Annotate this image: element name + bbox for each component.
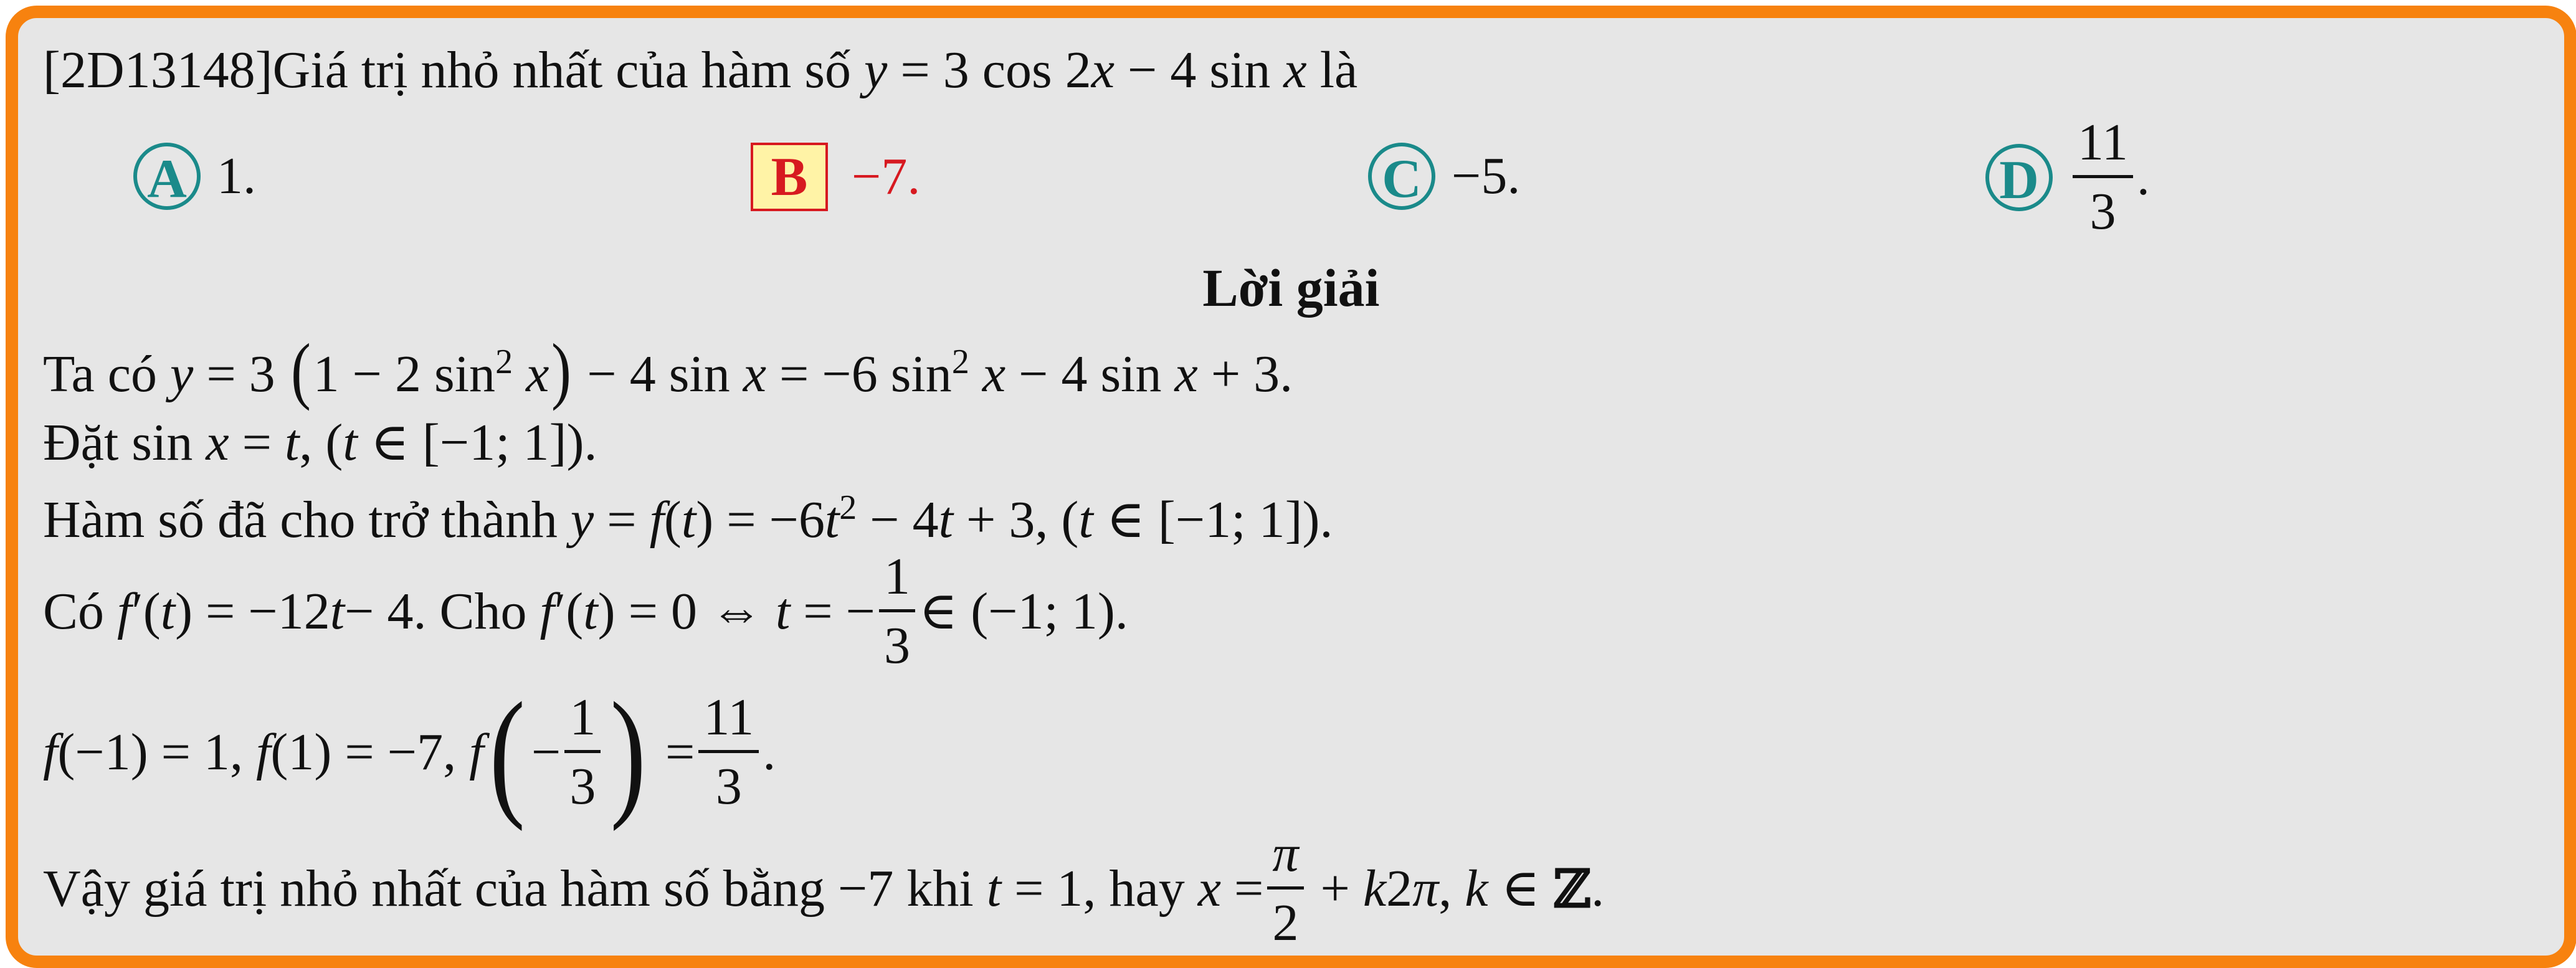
question-content xyxy=(43,18,2539,956)
choice-d-suffix: . xyxy=(2136,148,2150,206)
line1-prefix: Ta có xyxy=(43,345,158,403)
line5-tail: . xyxy=(763,723,776,781)
line6-middle: hay xyxy=(1109,859,1185,918)
question-suffix: là xyxy=(1319,41,1358,99)
solution-line-4: Có f ′( t ) = −12 t − 4. Cho f ′( t ) = 0 ⇔ t = − $\frac{1}{3}$ ∈ (−1; 1). xyxy=(43,548,1128,675)
line6-fraction xyxy=(1267,825,1303,952)
line5-result-fraction xyxy=(698,688,759,815)
choice-a[interactable] xyxy=(133,143,256,210)
choice-b-value: −7. xyxy=(852,148,921,206)
solution-line-5: f (−1) = 1, f (1) = −7, f ( − $\frac{1}{3}$ ) = $\frac{11}{3}$ . xyxy=(43,673,776,832)
question-text: [2D13148]Giá trị nhỏ nhất của hàm số y = 3 cos 2x − 4 sin x là xyxy=(43,41,1358,99)
line4-frac-den: 3 xyxy=(884,617,911,675)
choice-d-fraction xyxy=(2073,113,2133,240)
line5-inner-fraction xyxy=(564,688,601,815)
line6-frac-den: 2 xyxy=(1272,894,1299,952)
choice-c-badge: C xyxy=(1368,143,1435,210)
question-card xyxy=(6,6,2576,968)
line4-tail: ∈ (−1; 1). xyxy=(919,582,1128,640)
choice-d-numerator: 11 xyxy=(2073,116,2133,178)
solution-title: Lời giải xyxy=(1202,258,1380,318)
question-function: y xyxy=(864,41,888,99)
choice-d-badge: D xyxy=(1985,144,2053,211)
choice-b-badge: B xyxy=(751,143,828,211)
choice-a-value: 1. xyxy=(217,147,256,205)
line5-inner-num: 1 xyxy=(564,691,601,753)
line6-frac-num: π xyxy=(1267,828,1303,890)
line5-result-num: 11 xyxy=(698,691,759,753)
line4-frac-num: 1 xyxy=(879,551,915,612)
line2-prefix: Đặt xyxy=(43,414,119,472)
choice-a-badge: A xyxy=(133,143,201,210)
line5-inner-den: 3 xyxy=(569,757,596,815)
line3-prefix: Hàm số đã cho trở thành xyxy=(43,491,558,549)
line4-prefix: Có xyxy=(43,582,105,640)
solution-line-1: Ta có y = 3 (1 − 2 $\sin^2 x) - 4$ sin x = −6 $\sin^2 x - 4$ sin x + 3. xyxy=(43,328,1293,411)
choice-c-value: −5. xyxy=(1452,147,1521,205)
solution-line-2: Đặt sin x = t, (t ∈ [−1; 1]). xyxy=(43,414,597,472)
choice-d-denominator: 3 xyxy=(2089,183,2116,240)
question-code: [2D13148] xyxy=(43,41,273,99)
question-body: Giá trị nhỏ nhất của hàm số xyxy=(272,41,852,99)
line4-fraction xyxy=(879,548,915,675)
line4-middle: Cho xyxy=(439,582,527,640)
solution-line-3: Hàm số đã cho trở thành $y = f(t) = -6t^2 - 4t + 3$, (t ∈ [−1; 1]). xyxy=(43,488,1333,549)
choice-d[interactable] xyxy=(1985,113,2150,240)
choice-b[interactable] xyxy=(751,143,920,211)
line5-result-den: 3 xyxy=(715,757,742,815)
solution-line-6: Vậy giá trị nhỏ nhất của hàm số bằng −7 khi t = 1, hay x = $\frac{\pi}{2}$ + k 2 π , k ∈ ℤ . xyxy=(43,825,1605,952)
choice-c[interactable] xyxy=(1368,143,1520,210)
line6-prefix: Vậy giá trị nhỏ nhất của hàm số bằng −7 khi xyxy=(43,859,974,918)
